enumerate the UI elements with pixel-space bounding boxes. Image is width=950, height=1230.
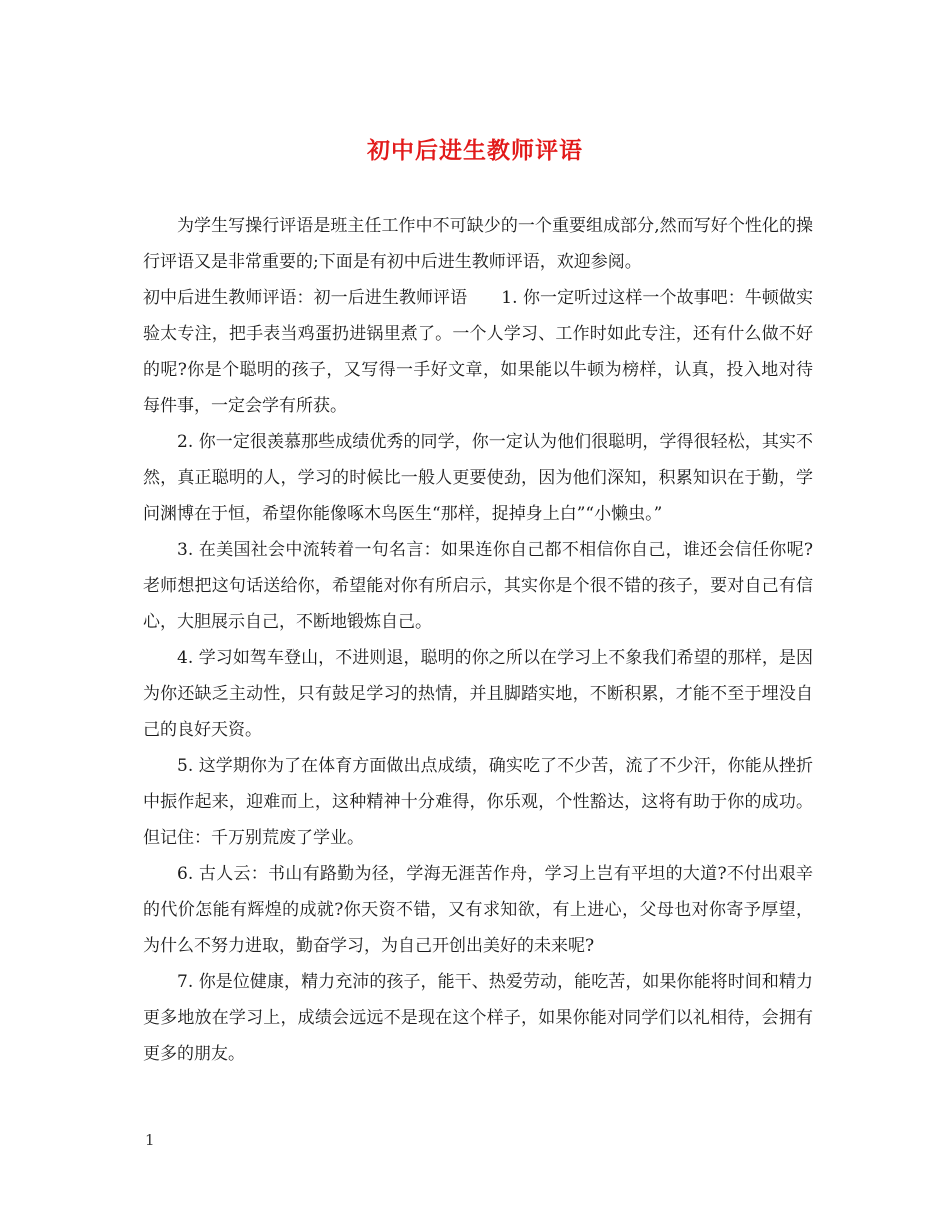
comment-paragraph-6: 6. 古人云：书山有路勤为径，学海无涯苦作舟，学习上岂有平坦的大道?不付出艰辛的代价怎能有辉煌的成就?你天资不错，又有求知欲，有上进心，父母也对你寄予厚望，为什么不努力进取，勤奋学习，为自己开创出美好的未来呢? <box>143 864 813 956</box>
page-number: 1 <box>145 1131 155 1149</box>
comment-paragraph-4: 4. 学习如驾车登山，不进则退，聪明的你之所以在学习上不象我们希望的那样，是因为你还缺乏主动性，只有鼓足学习的热情，并且脚踏实地，不断积累，才能不至于埋没自己的良好天资。 <box>143 648 813 740</box>
document-title: 初中后进生教师评语 <box>367 137 583 164</box>
comment-paragraph-7: 7. 你是位健康，精力充沛的孩子，能干、热爱劳动，能吃苦，如果你能将时间和精力更多地放在学习上，成绩会远远不是现在这个样子，如果你能对同学们以礼相待，会拥有更多的朋友。 <box>143 972 813 1064</box>
comment-paragraph-3: 3. 在美国社会中流转着一句名言：如果连你自己都不相信你自己，谁还会信任你呢?老师想把这句话送给你，希望能对你有所启示，其实你是个很不错的孩子，要对自己有信心，大胆展示自己，不断地锻炼自己。 <box>143 540 813 632</box>
intro-paragraph: 为学生写操行评语是班主任工作中不可缺少的一个重要组成部分,然而写好个性化的操行评语又是非常重要的;下面是有初中后进生教师评语，欢迎参阅。 <box>143 216 813 272</box>
comment-paragraph-2: 2. 你一定很羡慕那些成绩优秀的同学，你一定认为他们很聪明，学得很轻松，其实不然，真正聪明的人，学习的时候比一般人更要使劲，因为他们深知，积累知识在于勤，学问渊博在于恒，希望你能像啄木鸟医生“那样，捉掉身上白”“小懒虫。” <box>143 432 813 524</box>
document-body <box>143 208 813 1072</box>
comment-paragraph-5: 5. 这学期你为了在体育方面做出点成绩，确实吃了不少苦，流了不少汗，你能从挫折中振作起来，迎难而上，这种精神十分难得，你乐观，个性豁达，这将有助于你的成功。但记住：千万别荒废了学业。 <box>143 756 813 848</box>
comment-paragraph-1: 初中后进生教师评语：初一后进生教师评语 1. 你一定听过这样一个故事吧：牛顿做实验太专注，把手表当鸡蛋扔进锅里煮了。一个人学习、工作时如此专注，还有什么做不好的呢?你是个聪明的孩子，又写得一手好文章，如果能以牛顿为榜样，认真，投入地对待每件事，一定会学有所获。 <box>143 288 813 416</box>
